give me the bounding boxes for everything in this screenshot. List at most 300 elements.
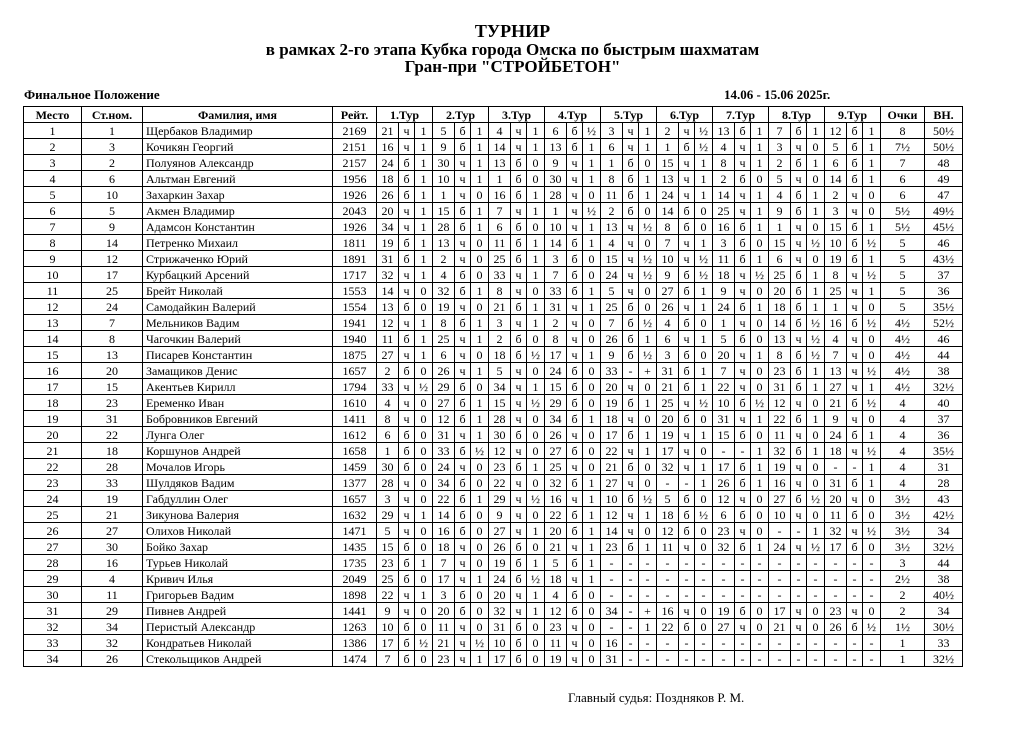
opponent-cell: -: [769, 571, 791, 587]
color-cell: б: [399, 155, 415, 171]
color-cell: б: [791, 155, 807, 171]
result-cell: 1: [751, 299, 769, 315]
opponent-cell: 20: [601, 379, 623, 395]
color-cell: б: [455, 379, 471, 395]
result-cell: 0: [471, 475, 489, 491]
opponent-cell: 28: [433, 219, 455, 235]
result-cell: 1: [807, 187, 825, 203]
opponent-cell: 14: [657, 203, 679, 219]
opponent-cell: 4: [657, 315, 679, 331]
place-cell: 32: [24, 619, 82, 635]
color-cell: б: [511, 155, 527, 171]
opponent-cell: 22: [601, 443, 623, 459]
place-cell: 9: [24, 251, 82, 267]
result-cell: 0: [415, 491, 433, 507]
result-cell: -: [863, 587, 881, 603]
opponent-cell: -: [769, 635, 791, 651]
color-cell: -: [847, 571, 863, 587]
opponent-cell: 14: [601, 523, 623, 539]
color-cell: -: [735, 555, 751, 571]
opponent-cell: 20: [769, 283, 791, 299]
opponent-cell: 9: [825, 411, 847, 427]
opponent-cell: 24: [657, 187, 679, 203]
result-cell: 1: [583, 219, 601, 235]
points-cell: 3½: [881, 539, 925, 555]
result-cell: 0: [751, 379, 769, 395]
color-cell: б: [623, 427, 639, 443]
result-cell: 0: [751, 523, 769, 539]
color-cell: б: [567, 475, 583, 491]
color-cell: ч: [455, 171, 471, 187]
result-cell: 0: [695, 491, 713, 507]
color-cell: б: [847, 619, 863, 635]
tournament-dates: 14.06 - 15.06 2025г.: [724, 87, 831, 102]
opponent-cell: 11: [433, 619, 455, 635]
color-cell: ч: [679, 251, 695, 267]
rating-cell: 1441: [333, 603, 377, 619]
opponent-cell: 13: [433, 235, 455, 251]
place-cell: 11: [24, 283, 82, 299]
table-row: [24, 491, 963, 507]
opponent-cell: 27: [769, 491, 791, 507]
color-cell: ч: [623, 123, 639, 139]
color-cell: ч: [623, 475, 639, 491]
col-round: 2.Тур: [433, 107, 489, 123]
opponent-cell: 22: [713, 379, 735, 395]
player-name-cell: Мочалов Игорь: [143, 459, 333, 475]
result-cell: 0: [639, 235, 657, 251]
opponent-cell: 27: [657, 283, 679, 299]
color-cell: б: [455, 507, 471, 523]
result-cell: 1: [807, 523, 825, 539]
result-cell: 1: [527, 251, 545, 267]
result-cell: 0: [527, 283, 545, 299]
result-cell: 0: [807, 219, 825, 235]
color-cell: ч: [511, 139, 527, 155]
rating-cell: 1898: [333, 587, 377, 603]
player-name-cell: Чагочкин Валерий: [143, 331, 333, 347]
opponent-cell: 29: [545, 395, 567, 411]
rating-cell: 1940: [333, 331, 377, 347]
tiebreak-cell: 37: [925, 267, 963, 283]
opponent-cell: 22: [657, 619, 679, 635]
result-cell: 0: [695, 203, 713, 219]
points-cell: 3½: [881, 507, 925, 523]
color-cell: ч: [791, 619, 807, 635]
result-cell: 1: [583, 171, 601, 187]
result-cell: 1: [471, 155, 489, 171]
opponent-cell: -: [769, 651, 791, 667]
points-cell: 1½: [881, 619, 925, 635]
color-cell: ч: [455, 427, 471, 443]
opponent-cell: 14: [769, 315, 791, 331]
col-rating: Рейт.: [333, 107, 377, 123]
color-cell: -: [791, 571, 807, 587]
color-cell: ч: [791, 459, 807, 475]
result-cell: 1: [863, 219, 881, 235]
result-cell: ½: [863, 315, 881, 331]
result-cell: 1: [527, 459, 545, 475]
color-cell: ч: [623, 267, 639, 283]
color-cell: ч: [399, 507, 415, 523]
tiebreak-cell: 33: [925, 635, 963, 651]
opponent-cell: -: [825, 555, 847, 571]
place-cell: 18: [24, 395, 82, 411]
result-cell: 0: [583, 315, 601, 331]
table-row: [24, 299, 963, 315]
opponent-cell: 5: [657, 491, 679, 507]
chief-judge: Главный судья: Поздняков Р. М.: [568, 690, 745, 705]
opponent-cell: 5: [713, 331, 735, 347]
result-cell: 1: [527, 267, 545, 283]
color-cell: ч: [735, 523, 751, 539]
table-row: [24, 539, 963, 555]
opponent-cell: 14: [377, 283, 399, 299]
result-cell: 0: [471, 587, 489, 603]
opponent-cell: 25: [377, 571, 399, 587]
opponent-cell: 19: [545, 651, 567, 667]
opponent-cell: 2: [657, 123, 679, 139]
table-row: [24, 347, 963, 363]
opponent-cell: 2: [601, 203, 623, 219]
color-cell: б: [791, 123, 807, 139]
opponent-cell: 31: [545, 299, 567, 315]
opponent-cell: 8: [713, 155, 735, 171]
start-no-cell: 13: [82, 347, 143, 363]
rating-cell: 2151: [333, 139, 377, 155]
tiebreak-cell: 37: [925, 411, 963, 427]
result-cell: 0: [583, 187, 601, 203]
color-cell: б: [567, 235, 583, 251]
col-round: 7.Тур: [713, 107, 769, 123]
result-cell: 0: [415, 603, 433, 619]
points-cell: 2: [881, 603, 925, 619]
opponent-cell: 12: [601, 507, 623, 523]
color-cell: ч: [511, 363, 527, 379]
color-cell: ч: [511, 123, 527, 139]
opponent-cell: 10: [825, 235, 847, 251]
color-cell: б: [455, 411, 471, 427]
opponent-cell: 10: [713, 395, 735, 411]
points-cell: 7½: [881, 139, 925, 155]
result-cell: 0: [639, 379, 657, 395]
result-cell: 1: [583, 571, 601, 587]
result-cell: 0: [863, 539, 881, 555]
color-cell: б: [847, 539, 863, 555]
start-no-cell: 24: [82, 299, 143, 315]
result-cell: 0: [583, 651, 601, 667]
color-cell: ч: [511, 315, 527, 331]
opponent-cell: 34: [433, 475, 455, 491]
opponent-cell: 21: [545, 539, 567, 555]
color-cell: ч: [399, 395, 415, 411]
start-no-cell: 27: [82, 523, 143, 539]
color-cell: б: [455, 443, 471, 459]
opponent-cell: 25: [657, 395, 679, 411]
color-cell: ч: [567, 315, 583, 331]
tiebreak-cell: 32½: [925, 379, 963, 395]
opponent-cell: 12: [377, 315, 399, 331]
rating-cell: 1612: [333, 427, 377, 443]
opponent-cell: 23: [545, 619, 567, 635]
color-cell: б: [567, 587, 583, 603]
opponent-cell: 17: [769, 603, 791, 619]
table-row: [24, 331, 963, 347]
color-cell: б: [735, 475, 751, 491]
player-name-cell: Кочикян Георгий: [143, 139, 333, 155]
color-cell: -: [847, 587, 863, 603]
points-cell: 7: [881, 155, 925, 171]
points-cell: 5: [881, 251, 925, 267]
tiebreak-cell: 32½: [925, 651, 963, 667]
result-cell: 0: [751, 171, 769, 187]
result-cell: 1: [527, 139, 545, 155]
result-cell: 1: [583, 555, 601, 571]
result-cell: 1: [527, 299, 545, 315]
opponent-cell: 18: [489, 347, 511, 363]
opponent-cell: 16: [825, 315, 847, 331]
opponent-cell: 29: [489, 491, 511, 507]
result-cell: 0: [471, 539, 489, 555]
opponent-cell: 23: [713, 523, 735, 539]
opponent-cell: 5: [433, 123, 455, 139]
result-cell: -: [639, 651, 657, 667]
result-cell: 0: [527, 427, 545, 443]
color-cell: ч: [679, 331, 695, 347]
opponent-cell: 19: [657, 427, 679, 443]
opponent-cell: 9: [433, 139, 455, 155]
result-cell: 1: [863, 427, 881, 443]
player-name-cell: Еременко Иван: [143, 395, 333, 411]
opponent-cell: 4: [545, 587, 567, 603]
result-cell: 0: [639, 203, 657, 219]
color-cell: ч: [399, 283, 415, 299]
result-cell: 0: [751, 283, 769, 299]
opponent-cell: 21: [657, 379, 679, 395]
result-cell: -: [807, 571, 825, 587]
color-cell: -: [623, 555, 639, 571]
result-cell: 0: [527, 619, 545, 635]
result-cell: 1: [471, 363, 489, 379]
result-cell: -: [863, 571, 881, 587]
result-cell: 1: [863, 459, 881, 475]
color-cell: ч: [791, 603, 807, 619]
result-cell: 1: [751, 347, 769, 363]
place-cell: 13: [24, 315, 82, 331]
color-cell: ч: [455, 363, 471, 379]
result-cell: 0: [751, 235, 769, 251]
opponent-cell: 7: [489, 203, 511, 219]
opponent-cell: 15: [601, 251, 623, 267]
table-row: [24, 507, 963, 523]
opponent-cell: 15: [377, 539, 399, 555]
result-cell: 0: [415, 571, 433, 587]
opponent-cell: 3: [433, 587, 455, 603]
opponent-cell: 11: [377, 331, 399, 347]
color-cell: -: [679, 635, 695, 651]
table-row: [24, 603, 963, 619]
opponent-cell: 24: [713, 299, 735, 315]
rating-cell: 1411: [333, 411, 377, 427]
opponent-cell: 7: [545, 267, 567, 283]
result-cell: 1: [471, 123, 489, 139]
opponent-cell: 10: [489, 635, 511, 651]
color-cell: б: [623, 491, 639, 507]
color-cell: б: [455, 139, 471, 155]
color-cell: -: [735, 587, 751, 603]
color-cell: б: [399, 187, 415, 203]
opponent-cell: 22: [545, 507, 567, 523]
opponent-cell: 8: [489, 283, 511, 299]
opponent-cell: 9: [657, 267, 679, 283]
place-cell: 21: [24, 443, 82, 459]
place-cell: 10: [24, 267, 82, 283]
result-cell: 1: [695, 427, 713, 443]
opponent-cell: 12: [545, 603, 567, 619]
opponent-cell: 8: [601, 171, 623, 187]
result-cell: 1: [415, 187, 433, 203]
color-cell: б: [455, 267, 471, 283]
color-cell: ч: [623, 235, 639, 251]
color-cell: -: [791, 587, 807, 603]
col-round: 9.Тур: [825, 107, 881, 123]
result-cell: ½: [583, 203, 601, 219]
opponent-cell: 27: [713, 619, 735, 635]
place-cell: 7: [24, 219, 82, 235]
result-cell: 0: [583, 603, 601, 619]
start-no-cell: 20: [82, 363, 143, 379]
result-cell: 1: [415, 315, 433, 331]
color-cell: ч: [791, 219, 807, 235]
color-cell: ч: [399, 347, 415, 363]
opponent-cell: 21: [377, 123, 399, 139]
opponent-cell: 18: [657, 507, 679, 523]
result-cell: 1: [471, 315, 489, 331]
opponent-cell: 34: [489, 379, 511, 395]
table-row: [24, 155, 963, 171]
opponent-cell: 7: [377, 651, 399, 667]
opponent-cell: 11: [713, 251, 735, 267]
color-cell: б: [847, 155, 863, 171]
color-cell: б: [847, 219, 863, 235]
opponent-cell: 6: [713, 507, 735, 523]
rating-cell: 1610: [333, 395, 377, 411]
start-no-cell: 1: [82, 123, 143, 139]
opponent-cell: -: [657, 635, 679, 651]
col-round: 5.Тур: [601, 107, 657, 123]
result-cell: ½: [639, 491, 657, 507]
rating-cell: 1657: [333, 363, 377, 379]
result-cell: 1: [807, 379, 825, 395]
color-cell: ч: [791, 331, 807, 347]
points-cell: 6: [881, 171, 925, 187]
color-cell: б: [791, 379, 807, 395]
result-cell: 0: [471, 299, 489, 315]
result-cell: 0: [527, 539, 545, 555]
opponent-cell: 34: [545, 411, 567, 427]
color-cell: б: [399, 459, 415, 475]
rating-cell: 1632: [333, 507, 377, 523]
color-cell: ч: [511, 203, 527, 219]
opponent-cell: 17: [825, 539, 847, 555]
opponent-cell: 17: [377, 635, 399, 651]
result-cell: 1: [807, 443, 825, 459]
result-cell: 0: [415, 459, 433, 475]
tiebreak-cell: 49: [925, 171, 963, 187]
tiebreak-cell: 32½: [925, 539, 963, 555]
color-cell: ч: [511, 507, 527, 523]
start-no-cell: 30: [82, 539, 143, 555]
result-cell: ½: [863, 523, 881, 539]
start-no-cell: 5: [82, 203, 143, 219]
result-cell: 0: [639, 299, 657, 315]
opponent-cell: 33: [377, 379, 399, 395]
result-cell: -: [751, 635, 769, 651]
result-cell: 1: [695, 459, 713, 475]
result-cell: ½: [527, 395, 545, 411]
tiebreak-cell: 50½: [925, 123, 963, 139]
color-cell: б: [679, 507, 695, 523]
color-cell: -: [791, 523, 807, 539]
opponent-cell: 15: [657, 155, 679, 171]
result-cell: 0: [695, 219, 713, 235]
result-cell: -: [695, 651, 713, 667]
opponent-cell: 5: [377, 523, 399, 539]
tiebreak-cell: 35½: [925, 443, 963, 459]
color-cell: б: [847, 139, 863, 155]
start-no-cell: 6: [82, 171, 143, 187]
color-cell: б: [791, 203, 807, 219]
opponent-cell: 32: [713, 539, 735, 555]
player-name-cell: Турьев Николай: [143, 555, 333, 571]
color-cell: -: [735, 651, 751, 667]
opponent-cell: 9: [713, 283, 735, 299]
result-cell: 0: [415, 363, 433, 379]
result-cell: 1: [807, 299, 825, 315]
opponent-cell: 31: [377, 251, 399, 267]
result-cell: 0: [863, 347, 881, 363]
color-cell: ч: [847, 347, 863, 363]
result-cell: 0: [639, 475, 657, 491]
result-cell: 0: [863, 299, 881, 315]
color-cell: б: [679, 267, 695, 283]
color-cell: ч: [847, 603, 863, 619]
opponent-cell: -: [713, 443, 735, 459]
color-cell: б: [847, 475, 863, 491]
opponent-cell: 17: [713, 459, 735, 475]
result-cell: ½: [527, 347, 545, 363]
color-cell: б: [679, 315, 695, 331]
opponent-cell: 2: [433, 251, 455, 267]
opponent-cell: 32: [377, 267, 399, 283]
result-cell: -: [751, 555, 769, 571]
result-cell: 1: [583, 299, 601, 315]
result-cell: ½: [807, 491, 825, 507]
opponent-cell: 2: [489, 331, 511, 347]
color-cell: ч: [735, 379, 751, 395]
result-cell: 0: [527, 651, 545, 667]
opponent-cell: 17: [545, 347, 567, 363]
result-cell: 1: [751, 123, 769, 139]
color-cell: ч: [511, 267, 527, 283]
color-cell: б: [847, 315, 863, 331]
opponent-cell: 1: [769, 219, 791, 235]
color-cell: б: [567, 411, 583, 427]
result-cell: -: [863, 651, 881, 667]
color-cell: ч: [735, 155, 751, 171]
color-cell: ч: [399, 315, 415, 331]
opponent-cell: 10: [769, 507, 791, 523]
